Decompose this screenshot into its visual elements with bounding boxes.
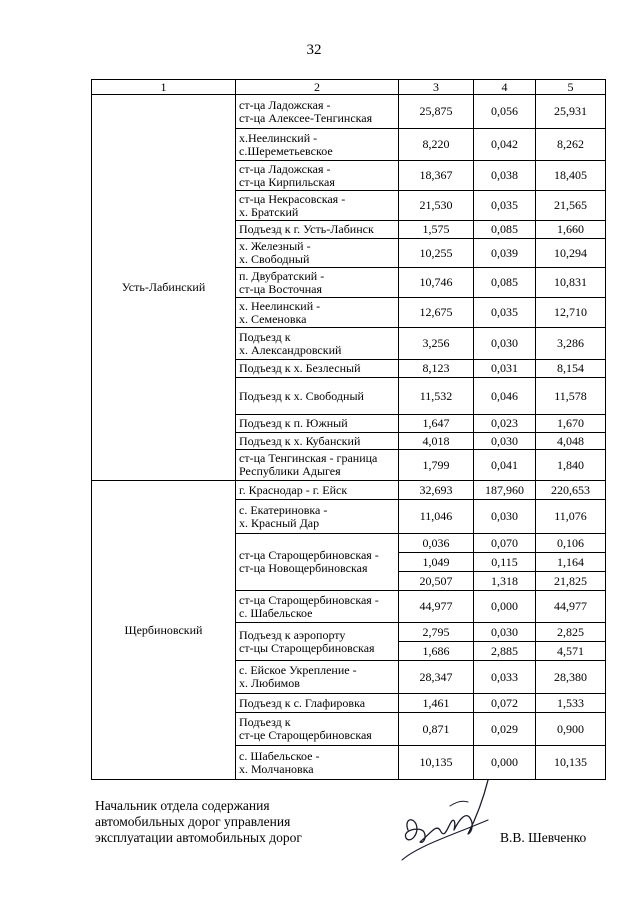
column-header: 1 (92, 80, 236, 95)
value-cell: 1,686 (399, 642, 474, 661)
road-name-cell (236, 221, 399, 239)
road-name-cell (236, 694, 399, 713)
value-cell: 4,018 (399, 433, 474, 450)
value-cell: 0,046 (474, 378, 536, 415)
value-cell: 12,710 (536, 298, 606, 328)
value-cell: 1,840 (536, 450, 606, 481)
value-cell: 1,461 (399, 694, 474, 713)
value-cell: 1,049 (399, 553, 474, 572)
road-name-line: с. Екатериновка - (239, 502, 328, 517)
road-name-line: Подъезд к с. Глафировка (239, 695, 366, 710)
value-cell: 21,530 (399, 191, 474, 221)
value-cell: 2,825 (536, 623, 606, 642)
page-number: 32 (306, 42, 322, 58)
road-name-line: х. Красный Дар (239, 515, 320, 530)
value-cell: 21,825 (536, 572, 606, 591)
value-cell: 10,255 (399, 239, 474, 268)
value-cell: 187,960 (474, 481, 536, 500)
value-cell: 0,035 (474, 298, 536, 328)
value-cell: 0,033 (474, 661, 536, 694)
road-name-line: х. Молчановка (239, 761, 314, 776)
handwritten-signature (390, 772, 500, 872)
road-name-cell (236, 161, 399, 191)
value-cell: 10,746 (399, 268, 474, 298)
road-name-line: ст-ца Алексее-Тенгинская (239, 110, 373, 125)
value-cell: 0,900 (536, 713, 606, 746)
value-cell: 10,831 (536, 268, 606, 298)
road-name-cell (236, 746, 399, 780)
road-name-cell (236, 360, 399, 378)
value-cell: 10,294 (536, 239, 606, 268)
road-name-line: ст-ца Новощербиновская (239, 561, 368, 575)
value-cell: 0,038 (474, 161, 536, 191)
road-name-line: с.Шереметьевское (239, 143, 333, 158)
signatory-position-line: автомобильных дорог управления (95, 814, 291, 829)
road-name-line: Подъезд к аэропорту (239, 627, 346, 642)
value-cell: 1,660 (536, 221, 606, 239)
road-name-cell (236, 268, 399, 298)
road-name-line: с. Ейское Укрепление - (239, 663, 357, 677)
road-name-cell (236, 500, 399, 534)
road-name-cell (236, 239, 399, 268)
signatory-position (95, 798, 302, 846)
value-cell: 0,041 (474, 450, 536, 481)
road-name-line: Подъезд к (239, 715, 291, 729)
road-name-cell (236, 95, 399, 129)
value-cell: 44,977 (536, 591, 606, 623)
road-name-line: х. Братский (239, 204, 299, 219)
value-cell: 8,262 (536, 129, 606, 161)
value-cell: 0,035 (474, 191, 536, 221)
road-name-line: ст-ца Восточная (239, 281, 323, 296)
value-cell: 0,029 (474, 713, 536, 746)
road-name-line: ст-ца Кирпильская (239, 174, 335, 189)
column-header: 5 (536, 80, 606, 95)
road-name-cell (236, 415, 399, 433)
value-cell: 3,286 (536, 328, 606, 360)
column-header: 2 (236, 80, 399, 95)
value-cell: 12,675 (399, 298, 474, 328)
value-cell: 1,647 (399, 415, 474, 433)
value-cell: 2,885 (474, 642, 536, 661)
signatory-position-line: эксплуатации автомобильных дорог (95, 830, 302, 845)
value-cell: 0,042 (474, 129, 536, 161)
value-cell: 0,072 (474, 694, 536, 713)
value-cell: 3,256 (399, 328, 474, 360)
road-name-line: ст-ца Старощербиновская - (239, 548, 379, 562)
value-cell: 0,030 (474, 433, 536, 450)
road-name-cell (236, 378, 399, 415)
value-cell: 18,405 (536, 161, 606, 191)
road-name-line: х.Неелинский - (239, 130, 318, 145)
value-cell: 0,085 (474, 268, 536, 298)
road-name-cell (236, 661, 399, 694)
road-table-body (92, 80, 606, 780)
table-row (92, 481, 606, 500)
road-name-cell (236, 450, 399, 481)
road-name-line: ст-це Старощербиновская (239, 728, 372, 742)
road-name-line: Подъезд к (239, 329, 291, 344)
road-name-line: Подъезд к г. Усть-Лабинск (239, 222, 374, 236)
table-header-row (92, 80, 606, 95)
value-cell: 0,030 (474, 623, 536, 642)
value-cell: 0,039 (474, 239, 536, 268)
road-name-cell (236, 534, 399, 591)
value-cell: 0,031 (474, 360, 536, 378)
road-name-line: х. Неелинский - (239, 298, 321, 313)
value-cell: 25,931 (536, 95, 606, 129)
value-cell: 11,076 (536, 500, 606, 534)
value-cell: 1,799 (399, 450, 474, 481)
value-cell: 32,693 (399, 481, 474, 500)
road-name-cell (236, 328, 399, 360)
road-name-line: х. Семеновка (239, 311, 307, 326)
road-name-cell (236, 623, 399, 661)
road-name-line: х. Железный - (239, 239, 311, 253)
value-cell: 4,571 (536, 642, 606, 661)
road-name-line: ст-ца Старощербиновская - (239, 592, 379, 607)
value-cell: 44,977 (399, 591, 474, 623)
value-cell: 0,070 (474, 534, 536, 553)
district-cell: Усть-Лабинский (92, 95, 236, 481)
value-cell: 20,507 (399, 572, 474, 591)
value-cell: 220,653 (536, 481, 606, 500)
value-cell: 0,000 (474, 746, 536, 780)
road-name-line: Республики Адыгея (239, 464, 341, 478)
value-cell: 0,030 (474, 328, 536, 360)
road-name-line: ст-цы Старощербиновская (239, 640, 375, 655)
value-cell: 8,154 (536, 360, 606, 378)
road-name-cell (236, 191, 399, 221)
road-name-line: х. Любимов (239, 676, 300, 690)
signatory-name: В.В. Шевченко (500, 830, 587, 845)
road-name-line: с. Шабельское (239, 605, 313, 620)
road-name-line: ст-ца Ладожская - (239, 161, 331, 176)
value-cell: 11,532 (399, 378, 474, 415)
road-name-line: Подъезд к х. Безлесный (239, 361, 361, 375)
road-name-line: ст-ца Тенгинская - граница (239, 451, 378, 465)
road-name-line: ст-ца Ладожская - (239, 97, 331, 112)
value-cell: 4,048 (536, 433, 606, 450)
value-cell: 1,318 (474, 572, 536, 591)
value-cell: 18,367 (399, 161, 474, 191)
value-cell: 0,030 (474, 500, 536, 534)
value-cell: 0,115 (474, 553, 536, 572)
value-cell: 8,123 (399, 360, 474, 378)
road-name-line: ст-ца Некрасовская - (239, 191, 346, 206)
road-name-line: с. Шабельское - (239, 748, 320, 763)
road-name-line: п. Двубратский - (239, 268, 325, 283)
road-name-line: Подъезд к п. Южный (239, 416, 348, 430)
road-table (91, 79, 606, 780)
road-name-line: х. Свободный (239, 252, 310, 266)
road-name-cell (236, 129, 399, 161)
value-cell: 0,056 (474, 95, 536, 129)
road-name-cell (236, 298, 399, 328)
value-cell: 1,164 (536, 553, 606, 572)
table-row (92, 95, 606, 129)
road-name-line: Подъезд к х. Свободный (239, 388, 364, 403)
signatory-position-line: Начальник отдела содержания (95, 798, 270, 813)
column-header: 3 (399, 80, 474, 95)
value-cell: 11,046 (399, 500, 474, 534)
value-cell: 1,670 (536, 415, 606, 433)
value-cell: 25,875 (399, 95, 474, 129)
value-cell: 1,533 (536, 694, 606, 713)
value-cell: 28,380 (536, 661, 606, 694)
road-name-cell (236, 433, 399, 450)
road-name-line: г. Краснодар - г. Ейск (239, 482, 348, 497)
value-cell: 0,000 (474, 591, 536, 623)
value-cell: 21,565 (536, 191, 606, 221)
road-name-cell (236, 713, 399, 746)
value-cell: 0,085 (474, 221, 536, 239)
value-cell: 10,135 (536, 746, 606, 780)
road-name-cell (236, 481, 399, 500)
value-cell: 1,575 (399, 221, 474, 239)
value-cell: 0,023 (474, 415, 536, 433)
district-cell: Щербиновский (92, 481, 236, 780)
value-cell: 2,795 (399, 623, 474, 642)
road-name-line: Подъезд к х. Кубанский (239, 433, 361, 448)
value-cell: 8,220 (399, 129, 474, 161)
value-cell: 0,106 (536, 534, 606, 553)
road-name-cell (236, 591, 399, 623)
column-header: 4 (474, 80, 536, 95)
road-name-line: х. Александровский (239, 342, 342, 357)
value-cell: 28,347 (399, 661, 474, 694)
value-cell: 10,135 (399, 746, 474, 780)
value-cell: 0,036 (399, 534, 474, 553)
value-cell: 11,578 (536, 378, 606, 415)
value-cell: 0,871 (399, 713, 474, 746)
